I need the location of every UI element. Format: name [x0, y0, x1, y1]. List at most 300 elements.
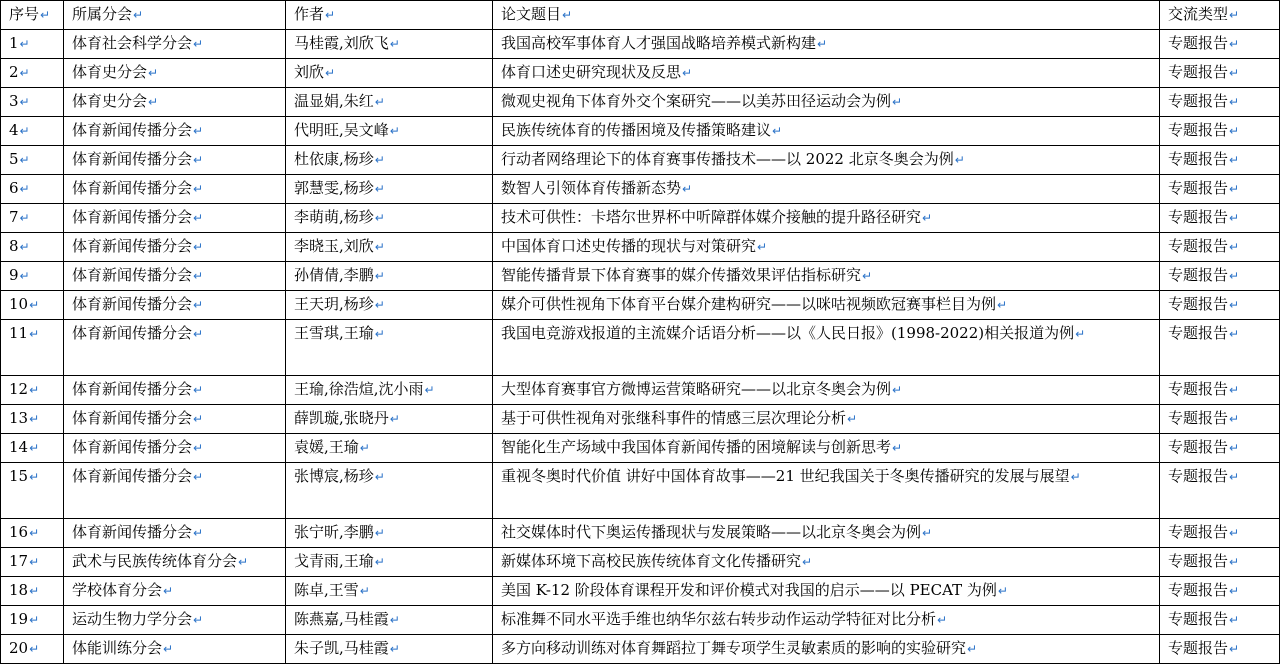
paragraph-mark-icon: ↵: [29, 584, 40, 598]
paragraph-mark-icon: ↵: [937, 613, 948, 627]
paragraph-mark-icon: ↵: [892, 441, 903, 455]
cell-authors: [286, 376, 493, 405]
cell-index-text: 1: [9, 34, 19, 52]
cell-title: [493, 376, 1160, 405]
cell-branch: [64, 405, 286, 434]
cell-title-text: 中国体育口述史传播的现状与对策研究: [501, 237, 757, 255]
cell-title: [493, 233, 1160, 262]
cell-type: [1160, 320, 1280, 376]
cell-index: [1, 291, 64, 320]
cell-index: [1, 117, 64, 146]
cell-index: [1, 434, 64, 463]
cell-index-text: 2: [9, 63, 19, 81]
table-row: [1, 117, 1280, 146]
paragraph-mark-icon: ↵: [193, 211, 204, 225]
cell-index-text: 13: [9, 409, 29, 427]
cell-index: [1, 519, 64, 548]
cell-authors-text: 陈卓,王雪: [294, 581, 359, 599]
paragraph-mark-icon: ↵: [19, 95, 30, 109]
cell-index-text: 16: [9, 523, 29, 541]
cell-title-text: 数智人引领体育传播新态势: [501, 179, 682, 197]
cell-title: [493, 548, 1160, 577]
cell-title-text: 重视冬奥时代价值 讲好中国体育故事——21 世纪我国关于冬奥传播研究的发展与展望: [501, 467, 1070, 485]
cell-type: [1160, 606, 1280, 635]
cell-title-text: 我国高校军事体育人才强国战略培养模式新构建: [501, 34, 817, 52]
paragraph-mark-icon: ↵: [1229, 211, 1240, 225]
cell-title: [493, 204, 1160, 233]
cell-type: [1160, 577, 1280, 606]
paragraph-mark-icon: ↵: [922, 526, 933, 540]
cell-index-text: 9: [9, 266, 19, 284]
cell-authors-text: 袁媛,王瑜: [294, 438, 359, 456]
cell-type: [1160, 291, 1280, 320]
cell-index-text: 18: [9, 581, 29, 599]
paragraph-mark-icon: ↵: [29, 327, 40, 341]
paragraph-mark-icon: ↵: [389, 412, 400, 426]
cell-title-text: 社交媒体时代下奥运传播现状与发展策略——以北京冬奥会为例: [501, 523, 922, 541]
cell-authors-text: 杜依康,杨珍: [294, 150, 374, 168]
paragraph-mark-icon: ↵: [193, 182, 204, 196]
cell-type: [1160, 233, 1280, 262]
cell-branch-text: 体育新闻传播分会: [72, 179, 193, 197]
cell-title-text: 技术可供性：卡塔尔世界杯中听障群体媒介接触的提升路径研究: [501, 208, 922, 226]
cell-title-text: 新媒体环境下高校民族传统体育文化传播研究: [501, 552, 802, 570]
paragraph-mark-icon: ↵: [374, 182, 385, 196]
cell-index-text: 12: [9, 380, 29, 398]
cell-type-text: 专题报告: [1168, 409, 1229, 427]
cell-type: [1160, 117, 1280, 146]
cell-type-text: 专题报告: [1168, 610, 1229, 628]
cell-branch: [64, 320, 286, 376]
cell-branch: [64, 204, 286, 233]
cell-type-text: 专题报告: [1168, 467, 1229, 485]
cell-title: [493, 59, 1160, 88]
cell-title: [493, 463, 1160, 519]
paragraph-mark-icon: ↵: [29, 412, 40, 426]
cell-index-text: 14: [9, 438, 29, 456]
cell-type-text: 专题报告: [1168, 552, 1229, 570]
cell-authors: [286, 548, 493, 577]
cell-index: [1, 204, 64, 233]
cell-type-text: 专题报告: [1168, 208, 1229, 226]
paragraph-mark-icon: ↵: [954, 153, 965, 167]
paragraph-mark-icon: ↵: [1229, 470, 1240, 484]
cell-type-text: 专题报告: [1168, 179, 1229, 197]
paragraph-mark-icon: ↵: [19, 269, 30, 283]
cell-authors: [286, 405, 493, 434]
cell-authors-text: 薛凯璇,张晓丹: [294, 409, 389, 427]
cell-type: [1160, 405, 1280, 434]
cell-type-text: 专题报告: [1168, 523, 1229, 541]
cell-authors: [286, 577, 493, 606]
cell-index: [1, 233, 64, 262]
table-row: [1, 376, 1280, 405]
cell-branch: [64, 117, 286, 146]
cell-index: [1, 405, 64, 434]
cell-authors: [286, 59, 493, 88]
paragraph-mark-icon: ↵: [389, 613, 400, 627]
paragraph-mark-icon: ↵: [29, 383, 40, 397]
cell-index-text: 3: [9, 92, 19, 110]
table-row: [1, 146, 1280, 175]
table-row: [1, 405, 1280, 434]
table-row: [1, 233, 1280, 262]
paragraph-mark-icon: ↵: [374, 327, 385, 341]
cell-type: [1160, 519, 1280, 548]
paragraph-mark-icon: ↵: [133, 8, 144, 22]
paragraph-mark-icon: ↵: [1075, 327, 1086, 341]
cell-index: [1, 262, 64, 291]
table-row: [1, 30, 1280, 59]
cell-type: [1160, 175, 1280, 204]
cell-index-text: 8: [9, 237, 19, 255]
cell-index: [1, 376, 64, 405]
cell-branch: [64, 519, 286, 548]
table-row: [1, 606, 1280, 635]
paragraph-mark-icon: ↵: [19, 37, 30, 51]
paragraph-mark-icon: ↵: [1229, 240, 1240, 254]
paragraph-mark-icon: ↵: [325, 8, 336, 22]
header-authors: 作者↵: [286, 1, 493, 30]
cell-branch: [64, 233, 286, 262]
cell-title: [493, 320, 1160, 376]
cell-title: [493, 405, 1160, 434]
cell-index: [1, 320, 64, 376]
paragraph-mark-icon: ↵: [29, 470, 40, 484]
paragraph-mark-icon: ↵: [892, 383, 903, 397]
cell-authors-text: 李萌萌,杨珍: [294, 208, 374, 226]
cell-title-text: 美国 K-12 阶段体育课程开发和评价模式对我国的启示——以 PECAT 为例: [501, 581, 997, 599]
cell-authors: [286, 30, 493, 59]
table-row: [1, 262, 1280, 291]
cell-title-text: 多方向移动训练对体育舞蹈拉丁舞专项学生灵敏素质的影响的实验研究: [501, 639, 967, 657]
cell-authors: [286, 635, 493, 664]
paragraph-mark-icon: ↵: [1229, 584, 1240, 598]
cell-branch-text: 体育新闻传播分会: [72, 324, 193, 342]
paragraph-mark-icon: ↵: [193, 470, 204, 484]
table-row: [1, 463, 1280, 519]
paragraph-mark-icon: ↵: [1229, 153, 1240, 167]
header-title: 论文题目↵: [493, 1, 1160, 30]
cell-title-text: 体育口述史研究现状及反思: [501, 63, 682, 81]
paragraph-mark-icon: ↵: [193, 383, 204, 397]
paragraph-mark-icon: ↵: [1229, 37, 1240, 51]
paragraph-mark-icon: ↵: [389, 37, 400, 51]
cell-index-text: 11: [9, 324, 29, 342]
cell-branch: [64, 175, 286, 204]
cell-authors-text: 刘欣: [294, 63, 325, 81]
cell-branch: [64, 146, 286, 175]
paragraph-mark-icon: ↵: [193, 441, 204, 455]
cell-authors-text: 张博宸,杨珍: [294, 467, 374, 485]
cell-branch: [64, 434, 286, 463]
paragraph-mark-icon: ↵: [193, 327, 204, 341]
paragraph-mark-icon: ↵: [19, 182, 30, 196]
paragraph-mark-icon: ↵: [359, 584, 370, 598]
cell-authors: [286, 175, 493, 204]
cell-index: [1, 635, 64, 664]
cell-branch-text: 体育新闻传播分会: [72, 438, 193, 456]
cell-branch-text: 体育新闻传播分会: [72, 523, 193, 541]
cell-title: [493, 577, 1160, 606]
paragraph-mark-icon: ↵: [29, 526, 40, 540]
cell-title-text: 标准舞不同水平选手维也纳华尔兹右转步动作运动学特征对比分析: [501, 610, 937, 628]
table-row: [1, 548, 1280, 577]
paragraph-mark-icon: ↵: [238, 555, 249, 569]
paragraph-mark-icon: ↵: [374, 470, 385, 484]
cell-branch-text: 体育新闻传播分会: [72, 150, 193, 168]
paragraph-mark-icon: ↵: [1229, 182, 1240, 196]
paragraph-mark-icon: ↵: [193, 526, 204, 540]
paragraph-mark-icon: ↵: [862, 269, 873, 283]
cell-authors-text: 王天玥,杨珍: [294, 295, 374, 313]
paragraph-mark-icon: ↵: [29, 298, 40, 312]
cell-branch-text: 体育史分会: [72, 92, 148, 110]
cell-authors-text: 戈青雨,王瑜: [294, 552, 374, 570]
paragraph-mark-icon: ↵: [325, 66, 336, 80]
cell-authors-text: 温显娟,朱红: [294, 92, 374, 110]
cell-authors: [286, 434, 493, 463]
cell-branch: [64, 291, 286, 320]
cell-index: [1, 577, 64, 606]
table-row: [1, 577, 1280, 606]
table-body: [1, 30, 1280, 664]
cell-type: [1160, 88, 1280, 117]
cell-index-text: 15: [9, 467, 29, 485]
paragraph-mark-icon: ↵: [193, 412, 204, 426]
paragraph-mark-icon: ↵: [148, 95, 159, 109]
cell-branch: [64, 59, 286, 88]
paragraph-mark-icon: ↵: [892, 95, 903, 109]
cell-authors: [286, 519, 493, 548]
cell-authors-text: 孙倩倩,李鹏: [294, 266, 374, 284]
cell-authors-text: 郭慧雯,杨珍: [294, 179, 374, 197]
cell-branch: [64, 376, 286, 405]
paragraph-mark-icon: ↵: [374, 211, 385, 225]
paragraph-mark-icon: ↵: [1229, 327, 1240, 341]
cell-branch-text: 体育新闻传播分会: [72, 121, 193, 139]
paragraph-mark-icon: ↵: [1229, 412, 1240, 426]
cell-type: [1160, 146, 1280, 175]
cell-authors-text: 王瑜,徐浩煊,沈小雨: [294, 380, 424, 398]
cell-index: [1, 463, 64, 519]
cell-branch: [64, 262, 286, 291]
cell-branch-text: 学校体育分会: [72, 581, 163, 599]
paragraph-mark-icon: ↵: [163, 584, 174, 598]
cell-title: [493, 175, 1160, 204]
cell-type: [1160, 463, 1280, 519]
cell-authors-text: 朱子凯,马桂霞: [294, 639, 389, 657]
cell-branch: [64, 88, 286, 117]
cell-index-text: 5: [9, 150, 19, 168]
cell-title-text: 智能化生产场域中我国体育新闻传播的困境解读与创新思考: [501, 438, 892, 456]
cell-title-text: 大型体育赛事官方微博运营策略研究——以北京冬奥会为例: [501, 380, 892, 398]
paragraph-mark-icon: ↵: [19, 153, 30, 167]
paragraph-mark-icon: ↵: [562, 8, 573, 22]
paragraph-mark-icon: ↵: [1070, 470, 1081, 484]
cell-title-text: 微观史视角下体育外交个案研究——以美苏田径运动会为例: [501, 92, 892, 110]
cell-authors-text: 李晓玉,刘欣: [294, 237, 374, 255]
paragraph-mark-icon: ↵: [19, 211, 30, 225]
table-row: [1, 291, 1280, 320]
paragraph-mark-icon: ↵: [682, 182, 693, 196]
paragraph-mark-icon: ↵: [1229, 269, 1240, 283]
cell-authors: [286, 233, 493, 262]
cell-type-text: 专题报告: [1168, 380, 1229, 398]
paragraph-mark-icon: ↵: [424, 383, 435, 397]
cell-title-text: 媒介可供性视角下体育平台媒介建构研究——以咪咕视频欧冠赛事栏目为例: [501, 295, 997, 313]
cell-title-text: 基于可供性视角对张继科事件的情感三层次理论分析: [501, 409, 847, 427]
cell-authors: [286, 262, 493, 291]
paragraph-mark-icon: ↵: [1229, 95, 1240, 109]
cell-authors: [286, 88, 493, 117]
cell-type-text: 专题报告: [1168, 63, 1229, 81]
paragraph-mark-icon: ↵: [772, 124, 783, 138]
cell-branch: [64, 635, 286, 664]
cell-authors: [286, 204, 493, 233]
cell-branch-text: 武术与民族传统体育分会: [72, 552, 238, 570]
paragraph-mark-icon: ↵: [29, 613, 40, 627]
cell-branch: [64, 577, 286, 606]
cell-type-text: 专题报告: [1168, 150, 1229, 168]
cell-authors-text: 代明旺,吴文峰: [294, 121, 389, 139]
paragraph-mark-icon: ↵: [847, 412, 858, 426]
table-row: [1, 320, 1280, 376]
paragraph-mark-icon: ↵: [967, 642, 978, 656]
paragraph-mark-icon: ↵: [1229, 124, 1240, 138]
cell-index-text: 10: [9, 295, 29, 313]
table-row: [1, 204, 1280, 233]
cell-authors: [286, 291, 493, 320]
cell-branch-text: 运动生物力学分会: [72, 610, 193, 628]
cell-type-text: 专题报告: [1168, 324, 1229, 342]
paragraph-mark-icon: ↵: [682, 66, 693, 80]
table-row: [1, 88, 1280, 117]
paragraph-mark-icon: ↵: [359, 441, 370, 455]
paragraph-mark-icon: ↵: [1229, 555, 1240, 569]
paragraph-mark-icon: ↵: [193, 269, 204, 283]
paragraph-mark-icon: ↵: [374, 95, 385, 109]
cell-branch: [64, 463, 286, 519]
cell-type: [1160, 548, 1280, 577]
paragraph-mark-icon: ↵: [389, 124, 400, 138]
table-row: [1, 434, 1280, 463]
cell-index: [1, 88, 64, 117]
cell-title: [493, 146, 1160, 175]
cell-index: [1, 548, 64, 577]
cell-type: [1160, 635, 1280, 664]
paragraph-mark-icon: ↵: [1229, 441, 1240, 455]
header-type: 交流类型↵: [1160, 1, 1280, 30]
cell-title-text: 我国电竞游戏报道的主流媒介话语分析——以《人民日报》(1998-2022)相关报道为例: [501, 324, 1075, 342]
paragraph-mark-icon: ↵: [163, 642, 174, 656]
cell-index: [1, 146, 64, 175]
cell-title: [493, 262, 1160, 291]
table-header-row: [1, 1, 1280, 30]
paragraph-mark-icon: ↵: [1229, 66, 1240, 80]
cell-index-text: 17: [9, 552, 29, 570]
paragraph-mark-icon: ↵: [29, 441, 40, 455]
cell-branch: [64, 30, 286, 59]
cell-authors-text: 陈燕嘉,马桂霞: [294, 610, 389, 628]
cell-branch-text: 体育新闻传播分会: [72, 237, 193, 255]
paragraph-mark-icon: ↵: [193, 613, 204, 627]
cell-type: [1160, 59, 1280, 88]
cell-type: [1160, 434, 1280, 463]
paragraph-mark-icon: ↵: [1229, 298, 1240, 312]
header-branch: 所属分会↵: [64, 1, 286, 30]
cell-branch-text: 体育新闻传播分会: [72, 208, 193, 226]
cell-type-text: 专题报告: [1168, 295, 1229, 313]
cell-title-text: 民族传统体育的传播困境及传播策略建议: [501, 121, 772, 139]
paragraph-mark-icon: ↵: [374, 298, 385, 312]
cell-title: [493, 606, 1160, 635]
paragraph-mark-icon: ↵: [193, 124, 204, 138]
paragraph-mark-icon: ↵: [19, 240, 30, 254]
cell-title-text: 行动者网络理论下的体育赛事传播技术——以 2022 北京冬奥会为例: [501, 150, 954, 168]
cell-branch-text: 体育新闻传播分会: [72, 409, 193, 427]
cell-branch-text: 体能训练分会: [72, 639, 163, 657]
cell-index: [1, 30, 64, 59]
paragraph-mark-icon: ↵: [193, 153, 204, 167]
cell-branch-text: 体育新闻传播分会: [72, 380, 193, 398]
paragraph-mark-icon: ↵: [997, 298, 1008, 312]
cell-authors: [286, 463, 493, 519]
paragraph-mark-icon: ↵: [389, 642, 400, 656]
table-row: [1, 175, 1280, 204]
paragraph-mark-icon: ↵: [374, 555, 385, 569]
cell-type-text: 专题报告: [1168, 237, 1229, 255]
cell-type-text: 专题报告: [1168, 639, 1229, 657]
paragraph-mark-icon: ↵: [817, 37, 828, 51]
header-index: 序号↵: [1, 1, 64, 30]
cell-index-text: 6: [9, 179, 19, 197]
paragraph-mark-icon: ↵: [193, 240, 204, 254]
cell-index-text: 20: [9, 639, 29, 657]
cell-index: [1, 59, 64, 88]
paragraph-mark-icon: ↵: [1229, 642, 1240, 656]
cell-type: [1160, 376, 1280, 405]
cell-branch-text: 体育新闻传播分会: [72, 266, 193, 284]
cell-branch: [64, 548, 286, 577]
cell-type: [1160, 204, 1280, 233]
cell-title: [493, 88, 1160, 117]
cell-type-text: 专题报告: [1168, 34, 1229, 52]
paragraph-mark-icon: ↵: [29, 642, 40, 656]
cell-branch-text: 体育社会科学分会: [72, 34, 193, 52]
cell-type-text: 专题报告: [1168, 92, 1229, 110]
cell-authors: [286, 606, 493, 635]
paragraph-mark-icon: ↵: [922, 211, 933, 225]
cell-index: [1, 606, 64, 635]
cell-index: [1, 175, 64, 204]
cell-branch-text: 体育新闻传播分会: [72, 467, 193, 485]
cell-title: [493, 519, 1160, 548]
paragraph-mark-icon: ↵: [1229, 8, 1240, 22]
paragraph-mark-icon: ↵: [374, 526, 385, 540]
paragraph-mark-icon: ↵: [193, 37, 204, 51]
paragraph-mark-icon: ↵: [1229, 613, 1240, 627]
cell-type-text: 专题报告: [1168, 581, 1229, 599]
cell-branch-text: 体育史分会: [72, 63, 148, 81]
cell-authors: [286, 146, 493, 175]
paragraph-mark-icon: ↵: [1229, 383, 1240, 397]
cell-authors: [286, 117, 493, 146]
cell-title: [493, 291, 1160, 320]
cell-branch: [64, 606, 286, 635]
paragraph-mark-icon: ↵: [148, 66, 159, 80]
paragraph-mark-icon: ↵: [374, 153, 385, 167]
